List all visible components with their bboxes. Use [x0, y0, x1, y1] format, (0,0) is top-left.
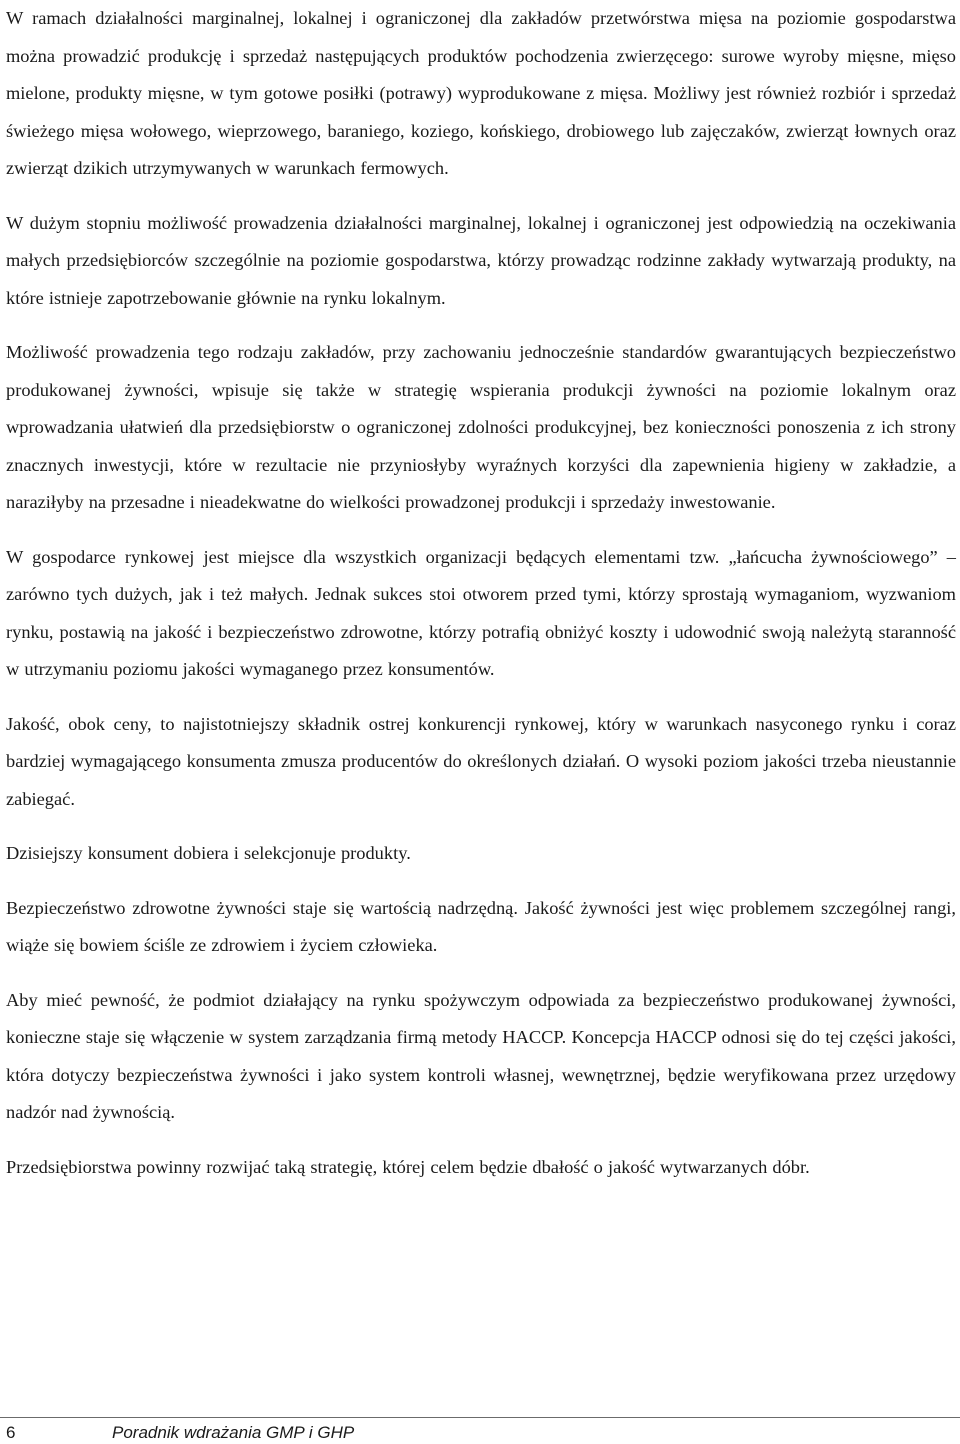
page-footer — [6, 1422, 906, 1444]
paragraph-5: Jakość, obok ceny, to najistotniejszy składnik ostrej konkurencji rynkowej, który w warunkach nasyconego rynku i coraz bardziej wymagającego konsumenta zmusza producentów do określonych działań. O wysoki poziom jakości trzeba nieustannie zabiegać. — [6, 713, 956, 809]
page-number: 6 — [6, 1423, 16, 1442]
body-text — [6, 0, 956, 1203]
paragraph-8: Aby mieć pewność, że podmiot działający na rynku spożywczym odpowiada za bezpieczeństwo produkowanej żywności, konieczne staje się włączenie w system zarządzania firmą metody HACCP. Koncepcja HACCP odnosi się do tej części jakości, która dotyczy bezpieczeństwa żywności i jako system kontroli własnej, wewnętrznej, będzie weryfikowana przez urzędowy nadzór nad żywnością. — [6, 989, 956, 1122]
paragraph-7: Bezpieczeństwo zdrowotne żywności staje się wartością nadrzędną. Jakość żywności jest więc problemem szczególnej rangi, wiąże się bowiem ściśle ze zdrowiem i życiem człowieka. — [6, 897, 956, 955]
footer-divider — [0, 1417, 960, 1418]
running-title: Poradnik wdrażania GMP i GHP — [112, 1423, 355, 1442]
paragraph-3: Możliwość prowadzenia tego rodzaju zakładów, przy zachowaniu jednocześnie standardów gwarantujących bezpieczeństwo produkowanej żywności, wpisuje się także w strategię wspierania produkcji żywności na poziomie lokalnym oraz wprowadzania ułatwień dla przedsiębiorstw o ograniczonej zdolności produkcyjnej, bez konieczności ponoszenia z ich strony znacznych inwestycji, które w rezultacie nie przyniosłyby wyraźnych korzyści dla zapewnienia higieny w zakładzie, a naraziłyby na przesadne i nieadekwatne do wielkości prowadzonej produkcji i sprzedaży inwestowanie. — [6, 342, 956, 512]
paragraph-2: W dużym stopniu możliwość prowadzenia działalności marginalnej, lokalnej i ograniczonej jest odpowiedzią na oczekiwania małych przedsiębiorców szczególnie na poziomie gospodarstwa, którzy prowadząc rodzinne zakłady wytwarzają produkty, na które istnieje zapotrzebowanie głównie na rynku lokalnym. — [6, 212, 956, 308]
paragraph-9: Przedsiębiorstwa powinny rozwijać taką strategię, której celem będzie dbałość o jakość wytwarzanych dóbr. — [6, 1156, 810, 1177]
paragraph-1: W ramach działalności marginalnej, lokalnej i ograniczonej dla zakładów przetwórstwa mięsa na poziomie gospodarstwa można prowadzić produkcję i sprzedaż następujących produktów pochodzenia zwierzęcego: surowe wyroby mięsne, mięso mielone, produkty mięsne, w tym gotowe posiłki (potrawy) wyprodukowane z mięsa. Możliwy jest również rozbiór i sprzedaż świeżego mięsa wołowego, wieprzowego, baraniego, koziego, końskiego, drobiowego lub zajęczaków, zwierząt łownych oraz zwierząt dzikich utrzymywanych w warunkach fermowych. — [6, 8, 956, 178]
paragraph-4: W gospodarce rynkowej jest miejsce dla wszystkich organizacji będących elementami tzw. „łańcucha żywnościowego” – zarówno tych dużych, jak i też małych. Jednak sukces stoi otworem przed tymi, którzy sprostają wymaganiom, wyzwaniom rynku, postawią na jakość i bezpieczeństwo zdrowotne, którzy potrafią obniżyć koszty i udowodnić swoją należytą staranność w utrzymaniu poziomu jakości wymaganego przez konsumentów. — [6, 546, 956, 679]
paragraph-6: Dzisiejszy konsument dobiera i selekcjonuje produkty. — [6, 843, 411, 863]
